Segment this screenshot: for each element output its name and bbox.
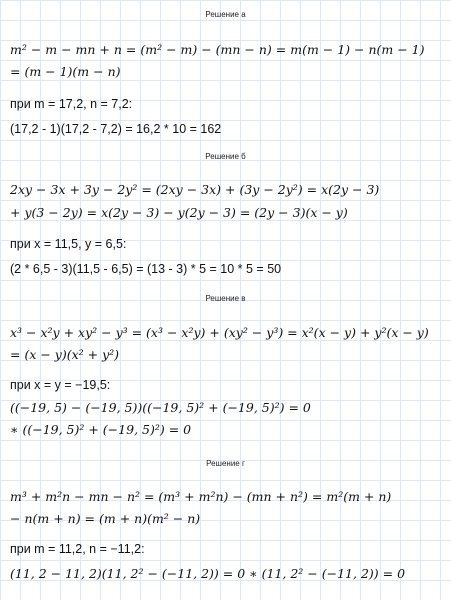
solution-v-given: при x = y = −19,5:	[10, 378, 111, 392]
solution-a-line-2: = (m − 1)(m − n)	[10, 64, 121, 79]
solution-b-given: при x = 11,5, y = 6,5:	[10, 237, 127, 251]
solution-b-title: Решение б	[205, 152, 246, 161]
solution-g-given: при m = 11,2, n = −11,2:	[10, 542, 145, 556]
solution-v-title: Решение в	[205, 294, 246, 303]
solution-b-line-1: 2xy − 3x + 3y − 2y² = (2xy − 3x) + (3y − 2y²) = x(2y − 3)	[10, 182, 380, 197]
solution-b-line-2: + y(3 − 2y) = x(2y − 3) − y(2y − 3) = (2y − 3)(x − y)	[10, 205, 348, 220]
solution-g-title: Решение г	[206, 459, 245, 468]
solution-v-computation-1: ((−19, 5) − (−19, 5))((−19, 5)² + (−19, 5)²) = 0	[10, 400, 311, 415]
solution-a-title: Решение а	[205, 10, 246, 19]
solution-a-computation: (17,2 - 1)(17,2 - 7,2) = 16,2 * 10 = 162	[10, 122, 222, 136]
solution-a-given: при m = 17,2, n = 7,2:	[10, 97, 133, 111]
solution-v-line-1: x³ − x²y + xy² − y³ = (x³ − x²y) + (xy² − y³) = x²(x − y) + y²(x − y)	[10, 325, 429, 340]
solution-g-line-2: − n(m + n) = (m + n)(m² − n)	[10, 511, 201, 526]
solution-b-computation: (2 * 6,5 - 3)(11,5 - 6,5) = (13 - 3) * 5 = 10 * 5 = 50	[10, 262, 282, 276]
solution-g-computation: (11, 2 − 11, 2)(11, 2² − (−11, 2)) = 0 ∗ (11, 2² − (−11, 2)) = 0	[10, 566, 406, 581]
solution-v-computation-2: ∗ ((−19, 5)² + (−19, 5)²) = 0	[10, 422, 192, 437]
solution-v-line-2: = (x − y)(x² + y²)	[10, 347, 120, 362]
solution-a-line-1: m² − m − mn + n = (m² − m) − (mn − n) = m(m − 1) − n(m − 1)	[10, 42, 425, 57]
solution-g-line-1: m³ + m²n − mn − n² = (m³ + m²n) − (mn + n²) = m²(m + n)	[10, 489, 392, 504]
